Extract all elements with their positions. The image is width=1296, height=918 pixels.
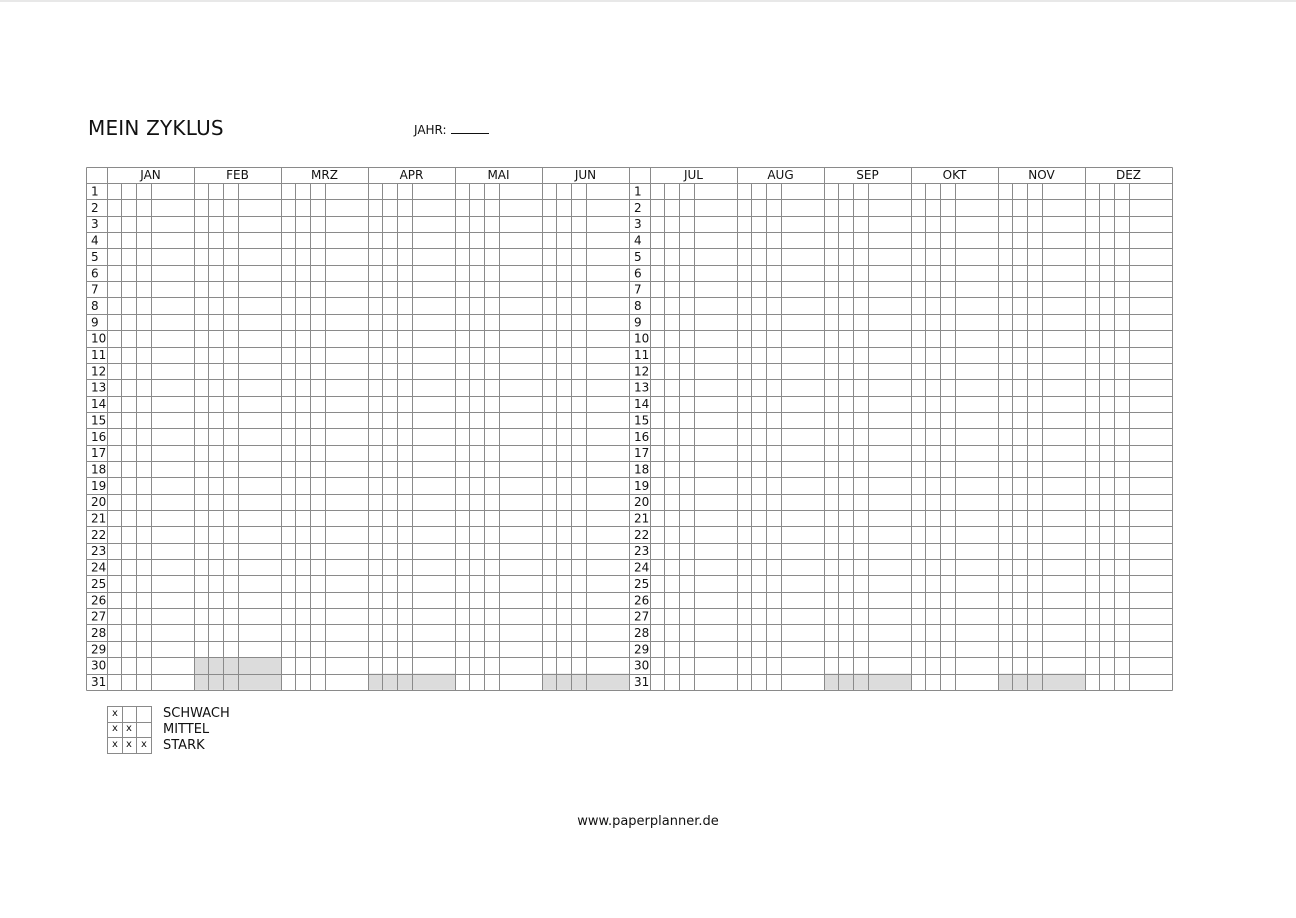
day-number-2: 2 [91, 200, 99, 215]
page-title: MEIN ZYKLUS [88, 116, 224, 140]
year-blank-line[interactable] [451, 122, 489, 134]
month-header-feb: FEB [226, 168, 249, 182]
day-number-10: 10 [91, 331, 107, 346]
day-number-22: 22 [634, 527, 650, 542]
day-number-19: 19 [634, 478, 650, 493]
day-number-1: 1 [91, 184, 99, 199]
legend-cell: x [107, 706, 123, 723]
day-number-17: 17 [634, 446, 650, 461]
day-number-20: 20 [634, 495, 650, 510]
month-header-jun: JUN [574, 168, 597, 182]
day-number-25: 25 [634, 576, 650, 591]
month-header-jul: JUL [683, 168, 704, 182]
day-number-9: 9 [634, 315, 642, 330]
day-number-27: 27 [634, 609, 650, 624]
legend-cell: x [107, 738, 123, 754]
legend-cell: x [122, 738, 137, 754]
day-number-6: 6 [634, 266, 642, 281]
legend-cell: x [122, 722, 137, 738]
day-number-21: 21 [634, 511, 650, 526]
day-number-12: 12 [634, 364, 650, 379]
day-number-14: 14 [634, 397, 650, 412]
day-number-26: 26 [91, 593, 107, 608]
month-header-jan: JAN [140, 168, 161, 182]
day-number-5: 5 [634, 249, 642, 264]
day-number-4: 4 [91, 233, 99, 248]
month-header-mai: MAI [487, 168, 510, 182]
day-number-24: 24 [91, 560, 107, 575]
day-number-13: 13 [634, 380, 650, 395]
day-number-29: 29 [91, 642, 107, 657]
month-header-aug: AUG [767, 168, 794, 182]
day-number-7: 7 [91, 282, 99, 297]
day-number-11: 11 [634, 348, 650, 362]
unused-day-cell-apr-31 [368, 674, 455, 690]
day-number-22: 22 [91, 527, 107, 542]
month-header-okt: OKT [942, 168, 967, 182]
top-edge-line [0, 0, 1296, 2]
unused-day-cell-feb-30 [194, 657, 281, 673]
day-number-19: 19 [91, 478, 107, 493]
day-number-8: 8 [634, 298, 642, 313]
legend-label-stark: STARK [163, 738, 205, 753]
day-number-25: 25 [91, 576, 107, 591]
day-number-16: 16 [634, 429, 650, 444]
cycle-grid-svg [86, 167, 1176, 693]
day-number-10: 10 [634, 331, 650, 346]
day-number-31: 31 [91, 675, 107, 689]
month-header-dez: DEZ [1115, 168, 1142, 182]
month-header-apr: APR [399, 168, 424, 182]
day-number-14: 14 [91, 397, 107, 412]
day-number-21: 21 [91, 511, 107, 526]
legend-cell [137, 722, 152, 738]
day-number-30: 30 [91, 658, 107, 673]
day-number-23: 23 [91, 544, 107, 559]
day-number-29: 29 [634, 642, 650, 657]
legend-cell [122, 706, 137, 723]
year-label: JAHR: [414, 123, 447, 137]
day-number-18: 18 [634, 462, 650, 477]
year-field [414, 122, 489, 137]
day-number-3: 3 [91, 217, 99, 232]
day-number-31: 31 [634, 675, 650, 689]
day-number-27: 27 [91, 609, 107, 624]
cycle-grid [86, 167, 1176, 693]
day-number-5: 5 [91, 249, 99, 264]
day-number-28: 28 [91, 625, 107, 640]
legend-cell [137, 706, 152, 723]
day-number-18: 18 [91, 462, 107, 477]
day-number-8: 8 [91, 298, 99, 313]
legend-cell: x [137, 738, 152, 754]
day-number-4: 4 [634, 233, 642, 248]
legend-label-schwach: SCHWACH [163, 706, 230, 721]
unused-day-cell-sep-31 [824, 674, 911, 690]
day-number-3: 3 [634, 217, 642, 232]
unused-day-cell-feb-31 [194, 674, 281, 690]
day-number-12: 12 [91, 364, 107, 379]
month-header-mrz: MRZ [311, 168, 338, 182]
day-number-6: 6 [91, 266, 99, 281]
day-number-9: 9 [91, 315, 99, 330]
day-number-17: 17 [91, 446, 107, 461]
day-number-16: 16 [91, 429, 107, 444]
legend-cell: x [107, 722, 123, 738]
month-header-sep: SEP [856, 168, 879, 182]
day-number-15: 15 [91, 413, 107, 428]
footer-url: www.paperplanner.de [577, 814, 719, 829]
legend-label-mittel: MITTEL [163, 722, 210, 737]
day-number-30: 30 [634, 658, 650, 673]
day-number-2: 2 [634, 200, 642, 215]
day-number-26: 26 [634, 593, 650, 608]
day-number-24: 24 [634, 560, 650, 575]
day-number-13: 13 [91, 380, 107, 395]
month-header-nov: NOV [1028, 168, 1055, 182]
day-number-7: 7 [634, 282, 642, 297]
day-number-15: 15 [634, 413, 650, 428]
day-number-1: 1 [634, 184, 642, 199]
day-number-20: 20 [91, 495, 107, 510]
day-number-28: 28 [634, 625, 650, 640]
unused-day-cell-nov-31 [998, 674, 1085, 690]
day-number-11: 11 [91, 348, 107, 362]
day-number-23: 23 [634, 544, 650, 559]
unused-day-cell-jun-31 [542, 674, 629, 690]
